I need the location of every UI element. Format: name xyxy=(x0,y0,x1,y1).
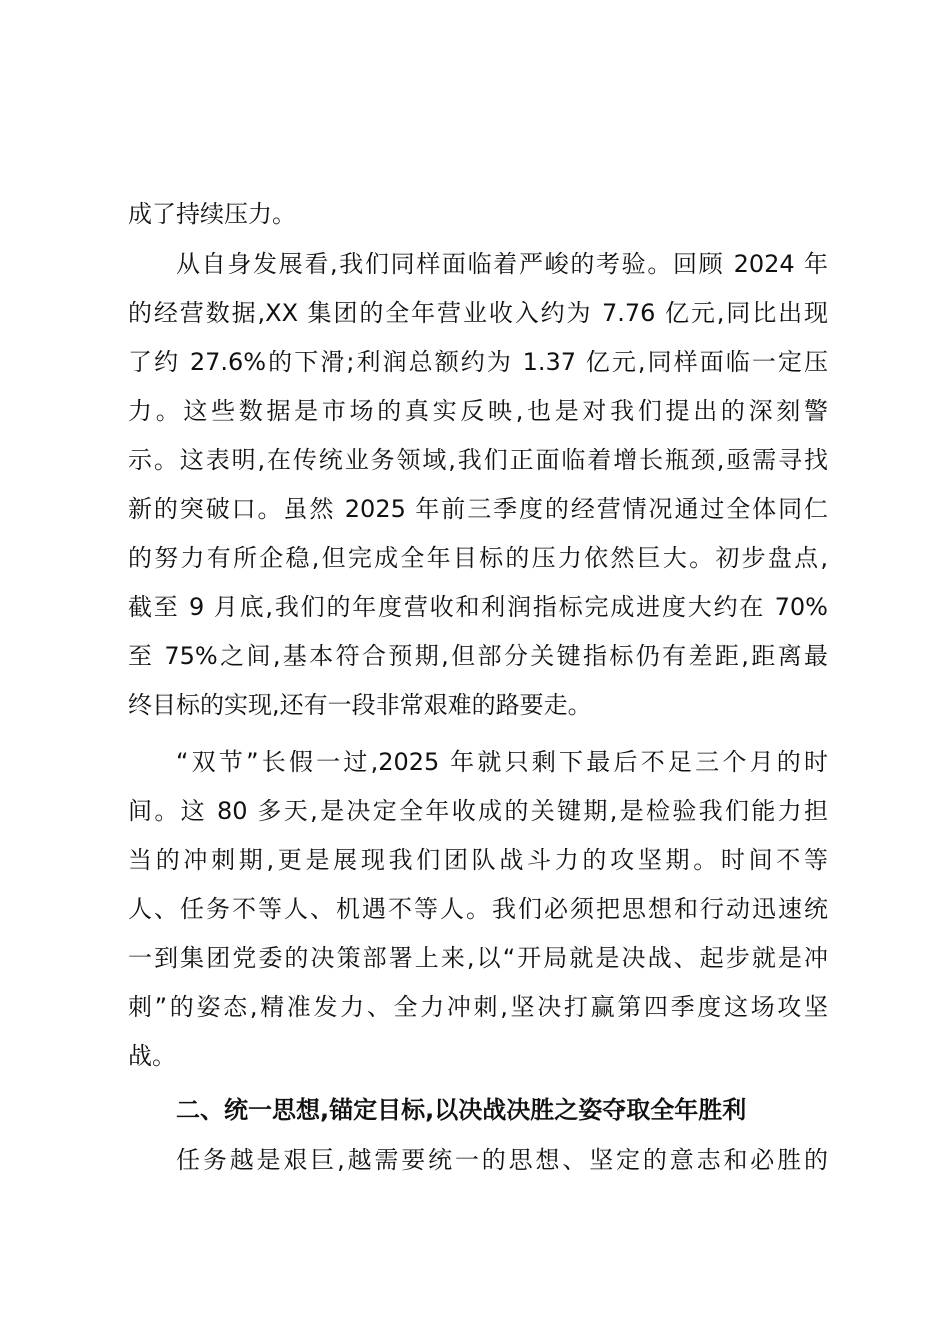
paragraph-self-development xyxy=(128,240,828,730)
text-line: 的经营数据,XX 集团的全年营业收入约为 7.76 亿元,同比出现 xyxy=(128,299,828,327)
text-line: 终目标的实现,还有一段非常艰难的路要走。 xyxy=(128,691,592,719)
paragraph-double-holiday xyxy=(128,738,828,1081)
paragraph-task xyxy=(128,1136,828,1185)
text-line: 间。这 80 多天,是决定全年收成的关键期,是检验我们能力担 xyxy=(128,797,828,825)
text-line: 的努力有所企稳,但完成全年目标的压力依然巨大。初步盘点, xyxy=(128,544,828,572)
text-line: 从自身发展看,我们同样面临着严峻的考验。回顾 2024 年 xyxy=(176,250,828,278)
text-line: 人、任务不等人、机遇不等人。我们必须把思想和行动迅速统 xyxy=(128,895,828,923)
text-line: 当的冲刺期,更是展现我们团队战斗力的攻坚期。时间不等 xyxy=(128,846,828,874)
text-line: 新的突破口。虽然 2025 年前三季度的经营情况通过全体同仁 xyxy=(128,495,828,523)
text-line: 一到集团党委的决策部署上来,以“开局就是决战、起步就是冲 xyxy=(128,944,828,972)
text-line: 成了持续压力。 xyxy=(128,200,296,228)
text-line: “双节”长假一过,2025 年就只剩下最后不足三个月的时 xyxy=(176,748,828,776)
text-line: 任务越是艰巨,越需要统一的思想、坚定的意志和必胜的 xyxy=(176,1146,828,1174)
heading-text: 二、统一思想,锚定目标,以决战决胜之姿夺取全年胜利 xyxy=(176,1096,747,1124)
text-line: 了约 27.6%的下滑;利润总额约为 1.37 亿元,同样面临一定压 xyxy=(128,348,828,376)
section-heading xyxy=(128,1086,828,1135)
text-line: 战。 xyxy=(128,1042,176,1070)
text-line: 至 75%之间,基本符合预期,但部分关键指标仍有差距,距离最 xyxy=(128,642,828,670)
text-line: 力。这些数据是市场的真实反映,也是对我们提出的深刻警 xyxy=(128,397,828,425)
text-line: 截至 9 月底,我们的年度营收和利润指标完成进度大约在 70% xyxy=(128,593,828,621)
text-line: 刺”的姿态,精准发力、全力冲刺,坚决打赢第四季度这场攻坚 xyxy=(128,993,828,1021)
paragraph-continuation xyxy=(128,190,828,239)
text-line: 示。这表明,在传统业务领域,我们正面临着增长瓶颈,亟需寻找 xyxy=(128,446,828,474)
